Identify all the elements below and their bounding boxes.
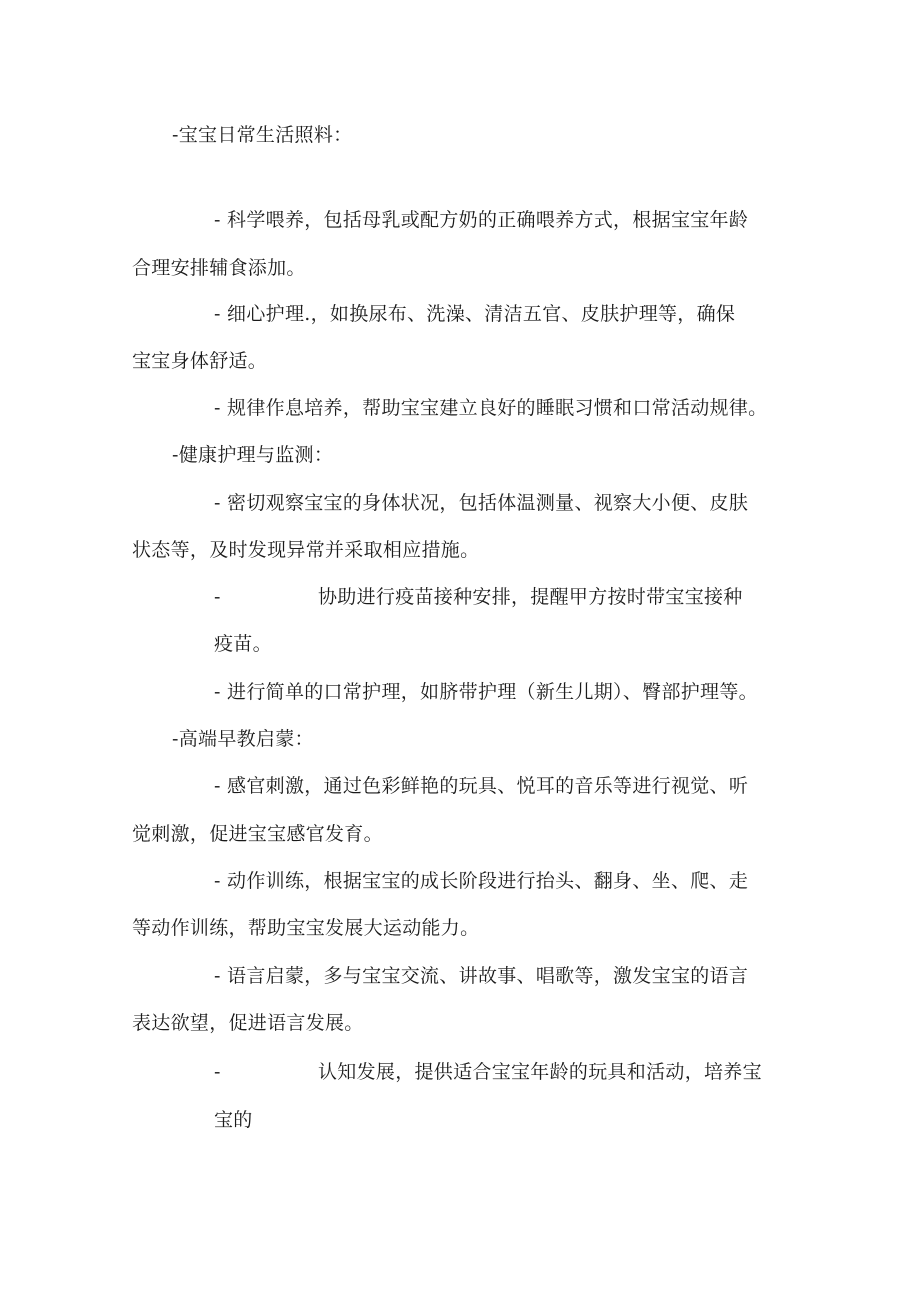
list-item-line: - 语言启蒙，多与宝宝交流、讲故事、唱歌等，激发宝宝的语言: [214, 965, 749, 987]
list-item-line: - 细心护理.，如换尿布、洗澡、清洁五官、皮肤护理等，确保: [214, 303, 736, 325]
section-heading: -高端早教启蒙：: [172, 728, 314, 750]
list-item-line: 疫苗。: [214, 633, 272, 655]
section-heading: -宝宝日常生活照料：: [172, 124, 353, 146]
list-item-line: 合理安排辅食添加。: [132, 257, 306, 279]
list-item-line: 宝的: [214, 1109, 253, 1131]
list-item-line: 宝宝身体舒适。: [132, 350, 268, 372]
list-item-dash: -: [214, 586, 221, 608]
list-item-line: - 动作训练，根据宝宝的成长阶段进行抬头、翻身、坐、爬、走: [214, 870, 749, 892]
section-heading: -健康护理与监测：: [172, 444, 334, 466]
list-item-line: 觉刺激，促进宝宝感官发育。: [132, 823, 383, 845]
list-item-dash: -: [214, 1061, 221, 1083]
list-item-line: - 科学喂养，包括母乳或配方奶的正确喂养方式，根据宝宝年龄: [214, 209, 749, 231]
list-item-line: - 规律作息培养，帮助宝宝建立良好的睡眠习惯和口常活动规律。: [214, 397, 768, 419]
list-item-line: 协助进行疫苗接种安排，提醒甲方按时带宝宝接种: [318, 586, 743, 608]
list-item-line: 表达欲望，促进语言发展。: [132, 1012, 364, 1034]
list-item-line: 状态等，及时发现异常并采取相应措施。: [132, 539, 480, 561]
list-item-line: 认知发展，提供适合宝宝年龄的玩具和活动，培养宝: [318, 1061, 762, 1083]
list-item-line: 等动作训练，帮助宝宝发展大运动能力。: [132, 917, 480, 939]
list-item-line: - 密切观察宝宝的身体状况，包括体温测量、视察大小便、皮肤: [214, 492, 749, 514]
list-item-line: - 感官刺激，通过色彩鲜艳的玩具、悦耳的音乐等进行视觉、听: [214, 775, 749, 797]
list-item-line: - 进行简单的口常护理，如脐带护理（新生儿期）、臀部护理等。: [214, 681, 758, 703]
